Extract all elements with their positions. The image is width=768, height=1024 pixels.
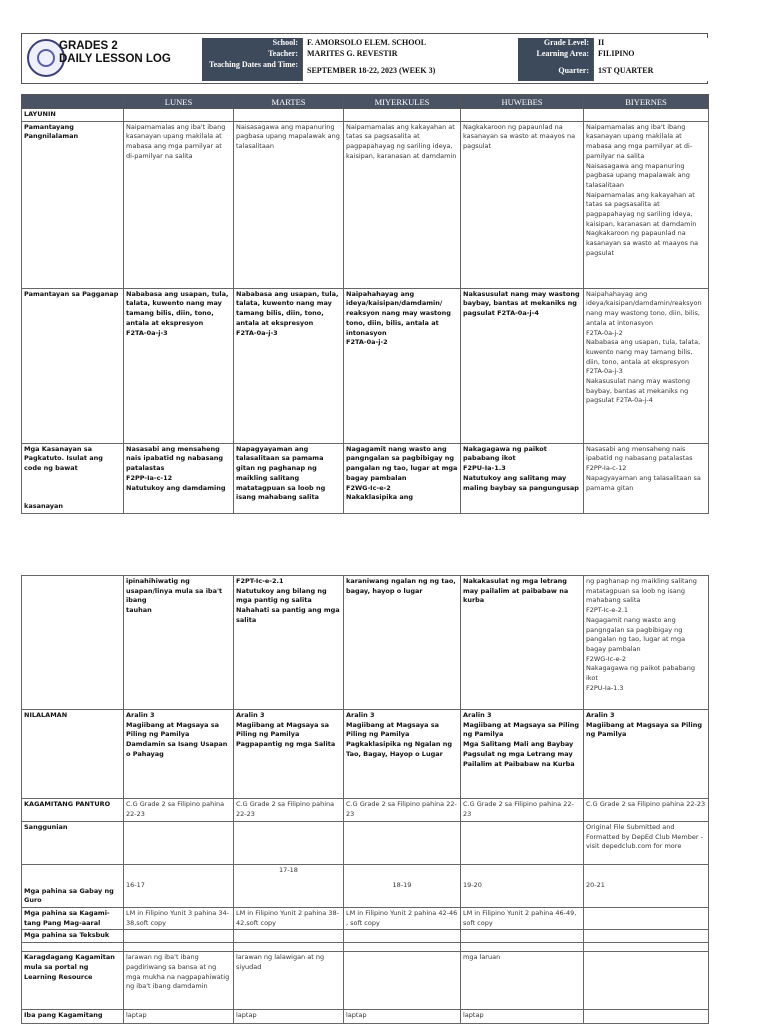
iba-biyernes (584, 1010, 709, 1024)
school-label: School: (202, 38, 302, 49)
pamantayang-miyerkules: Naipamamalas ang kakayahan at tatas sa pagsasalita at pagpapahayag ng sariling ideya, kaisipan, karanasan at damdamin (344, 121, 461, 288)
day-header-martes: MARTES (234, 95, 344, 109)
gabay-huwebes: 19-20 (461, 865, 584, 908)
nilalaman-biyernes: Aralin 3 Magiibang at Magsaya sa Piling ng Pamilya (584, 710, 709, 799)
row-label-pagganap: Pamantayan sa Pagganap (22, 288, 124, 443)
kasanayan-label-line-2: kasanayan (24, 502, 64, 510)
teacher-label: Teacher: (202, 49, 302, 60)
kasanayan-miyerkules: Nagagamit nang wasto ang pangngalan sa pagbibigay ng pangalan ng tao, lugar at mga bagay pambalan F2WG-Ic-e-2 Nakaklasipika ang (344, 443, 461, 513)
kasanayan-martes: Napagyayaman ang talasalitaan sa pamama gitan ng paghanap ng maikling salitang matatagpuan sa loob ng isang mahabang salita (234, 443, 344, 513)
pagganap-huwebes: Nakasusulat nang may wastong baybay, bantas at mekaniks ng pagsulat F2TA-0a-j-4 (461, 288, 584, 443)
pamantayang-martes: Naisasagawa ang mapanuring pagbasa upang mapalawak ang talasalitaan (234, 121, 344, 288)
pagganap-biyernes: Naipahahayag ang ideya/kaisipan/damdamin/reaksyon nang may wastong tono, diin, bilis, antala at intonasyon F2TA-0a-j-2 Nababasa ang usapan, tula, talata, kuwento nang may tamang bilis, diin, tono, antala at ekspresyon F2TA-0a-j-3 Nakasusulat nang may wastong baybay, bantas at mekaniks ng pagsulat F2TA-0a-j-4 (584, 288, 709, 443)
document-title (59, 40, 171, 66)
row-label-sanggunian: Sanggunian (22, 822, 124, 865)
cell (22, 943, 124, 952)
nilalaman-huwebes: Aralin 3 Magiibang at Magsaya sa Piling ng Pamilya Mga Salitang Mali ang Baybay Pagsulat ng mga Letrang may Pailalim at Paibabaw na Kurba (461, 710, 584, 799)
row-label-kagamitang: Mga pahina sa Kagami-tang Pang Mag-aaral (22, 908, 124, 930)
header-block (21, 33, 708, 84)
nilalaman-miyerkules: Aralin 3 Magiibang at Magsaya sa Piling ng Pamilya Pagkaklasipika ng Ngalan ng Tao, Bagay, Hayop o Lugar (344, 710, 461, 799)
day-header-huwebes: HUWEBES (461, 95, 584, 109)
kasanayan-huwebes: Nakagagawa ng paikot pababang ikot F2PU-Ia-1.3 Natutukoy ang salitang may maling baybay sa pangungusap (461, 443, 584, 513)
grade-label: Grade Level: (518, 38, 593, 49)
lesson-table-part-1 (21, 94, 709, 514)
cell (234, 822, 344, 865)
iba-lunes: laptap (124, 1010, 234, 1024)
karagdagang-miyerkules (344, 952, 461, 1010)
cell (584, 943, 709, 952)
kagamitang-huwebes: LM in Filipino Yunit 2 pahina 46-49, soft copy (461, 908, 584, 930)
cell (234, 109, 344, 122)
dates-value: SEPTEMBER 18-22, 2023 (WEEK 3) (302, 60, 518, 81)
cell (461, 822, 584, 865)
nilalaman-martes: Aralin 3 Magiibang at Magsaya sa Piling ng Pamilya Pagpapantig ng mga Salita (234, 710, 344, 799)
row-label-kagamitan: KAGAMITANG PANTURO (22, 799, 124, 822)
lesson-table-part-2 (21, 575, 709, 1024)
kasanayan-cont-lunes: ipinahihiwatig ng usapan/linya mula sa iba't ibang tauhan (124, 576, 234, 710)
day-header-miyerkules: MIYERKULES (344, 95, 461, 109)
gabay-lunes: 16-17 (124, 865, 234, 908)
teacher-value: MARITES G. REVESTIR (302, 49, 518, 60)
kasanayan-cont-huwebes: Nakakasulat ng mga letrang may pailalim at paibabaw na kurba (461, 576, 584, 710)
row-label-kasanayan (22, 443, 124, 513)
cell (344, 930, 461, 943)
kasanayan-cont-miyerkules: karaniwang ngalan ng ng tao, bagay, hayop o lugar (344, 576, 461, 710)
kasanayan-cont-biyernes: ng paghanap ng maikling salitang matatagpuan sa loob ng isang mahabang salita F2PT-Ic-e-2.1 Nagagamit nang wasto ang pangngalan sa pagbibigay ng pangalan ng tao, lugar at mga bagay pambalan F2WG-Ic-e-2 Nakagagawa ng paikot pababang ikot F2PU-Ia-1.3 (584, 576, 709, 710)
row-label-karagdagang: Karagdagang Kagamitan mula sa portal ng Learning Resource (22, 952, 124, 1010)
karagdagang-huwebes: mga laruan (461, 952, 584, 1010)
row-label-nilalaman: NILALAMAN (22, 710, 124, 799)
cell (234, 943, 344, 952)
gabay-miyerkules: 18-19 (344, 865, 461, 908)
cell (344, 109, 461, 122)
cell (234, 930, 344, 943)
dates-label: Teaching Dates and Time: (202, 60, 302, 81)
quarter-value: 1ST QUARTER (593, 60, 708, 81)
pamantayang-huwebes: Nagkakaroon ng papaunlad na kasanayan sa wasto at maayos na pagsulat (461, 121, 584, 288)
cell (344, 822, 461, 865)
karagdagang-martes: larawan ng lalawigan at ng siyudad (234, 952, 344, 1010)
iba-huwebes: laptap (461, 1010, 584, 1024)
kasanayan-cont-martes: F2PT-Ic-e-2.1 Natutukoy ang bilang ng mga pantig ng salita Nahahati sa pantig ang mga salita (234, 576, 344, 710)
day-header-biyernes: BIYERNES (584, 95, 709, 109)
cell (124, 109, 234, 122)
kagamitan-huwebes: C.G Grade 2 sa Filipino pahina 22-23 (461, 799, 584, 822)
nilalaman-lunes: Aralin 3 Magiibang at Magsaya sa Piling ng Pamilya Damdamin sa Isang Usapan o Pahayag (124, 710, 234, 799)
kagamitang-biyernes (584, 908, 709, 930)
kagamitang-lunes: LM in Filipino Yunit 3 pahina 34-38,soft copy (124, 908, 234, 930)
pagganap-martes: Nababasa ang usapan, tula, talata, kuwento nang may tamang bilis, diin, tono, antala at ekspresyon F2TA-0a-j-3 (234, 288, 344, 443)
kasanayan-label-line-1: Mga Kasanayan sa Pagkatuto. Isulat ang code ng bawat (24, 444, 103, 473)
row-label-pamantayang: Pamantayang Pangnilalaman (22, 121, 124, 288)
area-label: Learning Area: (518, 49, 593, 60)
iba-martes: laptap (234, 1010, 344, 1024)
corner-header (22, 95, 124, 109)
row-label-gabay: Mga pahina sa Gabay ng Guro (22, 865, 124, 908)
title-line-2: DAILY LESSON LOG (59, 53, 171, 65)
grade-value: II (593, 38, 708, 49)
gabay-biyernes: 20-21 (584, 865, 709, 908)
sanggunian-note: Original File Submitted and Formatted by DepEd Club Member - visit depedclub.com for more (584, 822, 709, 865)
cell (124, 822, 234, 865)
quarter-label: Quarter: (518, 60, 593, 81)
cell (584, 930, 709, 943)
pagganap-lunes: Nababasa ang usapan, tula, talata, kuwento nang may tamang bilis, diin, tono, antala at ekspresyon F2TA-0a-j-3 (124, 288, 234, 443)
gabay-martes: 17-18 (234, 865, 344, 908)
school-value: F. AMORSOLO ELEM. SCHOOL (302, 38, 518, 49)
kagamitang-miyerkules: LM in Filipino Yunit 2 pahina 42-46 , soft copy (344, 908, 461, 930)
cell (461, 109, 584, 122)
kasanayan-lunes: Nasasabi ang mensaheng nais ipabatid ng nabasang patalastas F2PP-Ia-c-12 Natutukoy ang damdaming (124, 443, 234, 513)
kagamitan-martes: C.G Grade 2 sa Filipino pahina 22-23 (234, 799, 344, 822)
pamantayang-biyernes: Naipamamalas ang iba't ibang kasanayan upang makilala at mabasa ang mga pamilyar at di-pamilyar na salita Naisasagawa ang mapanuring pagbasa upang mapalawak ang talasalitaan Naipamamalas ang kakayahan at tatas sa pagsasalita at pagpapahayag ng sariling ideya, kaisipan, karanasan at damdamin Nagkakaroon ng papaunlad na kasanayan sa wasto at maayos na pagsulat (584, 121, 709, 288)
area-value: FILIPINO (593, 49, 708, 60)
kagamitan-miyerkules: C.G Grade 2 sa Filipino pahina 22-23 (344, 799, 461, 822)
kasanayan-biyernes: Nasasabi ang mensaheng nais ipabatid ng nabasang patalastas F2PP-Ia-c-12 Napagyayaman ang talasalitaan sa pamama gitan (584, 443, 709, 513)
pamantayang-lunes: Naipamamalas ang iba't ibang kasanayan upang makilala at mabasa ang mga pamilyar at di-pamilyar na salita (124, 121, 234, 288)
karagdagang-lunes: larawan ng iba't ibang pagdiriwang sa bansa at ng mga mukha na nagpapahiwatig ng iba't ibang damdamin (124, 952, 234, 1010)
row-label-layunin: LAYUNIN (22, 109, 124, 122)
kagamitan-biyernes: C.G Grade 2 sa Filipino pahina 22-23 (584, 799, 709, 822)
pagganap-miyerkules: Naipahahayag ang ideya/kaisipan/damdamin/ reaksyon nang may wastong tono, diin, bilis, antala at intonasyon F2TA-0a-j-2 (344, 288, 461, 443)
cell (461, 930, 584, 943)
kagamitang-martes: LM in Filipino Yunit 2 pahina 38-42,soft copy (234, 908, 344, 930)
cell (344, 943, 461, 952)
cell (461, 943, 584, 952)
iba-miyerkules: laptap (344, 1010, 461, 1024)
day-header-lunes: LUNES (124, 95, 234, 109)
row-label-iba: Iba pang Kagamitang (22, 1010, 124, 1024)
karagdagang-biyernes (584, 952, 709, 1010)
cell (124, 943, 234, 952)
kasanayan-cont-label (22, 576, 124, 710)
title-line-1: GRADES 2 (59, 40, 118, 52)
kagamitan-lunes: C.G Grade 2 sa Filipino pahina 22-23 (124, 799, 234, 822)
row-label-teksbuk: Mga pahina sa Teksbuk (22, 930, 124, 943)
cell (124, 930, 234, 943)
cell (584, 109, 709, 122)
